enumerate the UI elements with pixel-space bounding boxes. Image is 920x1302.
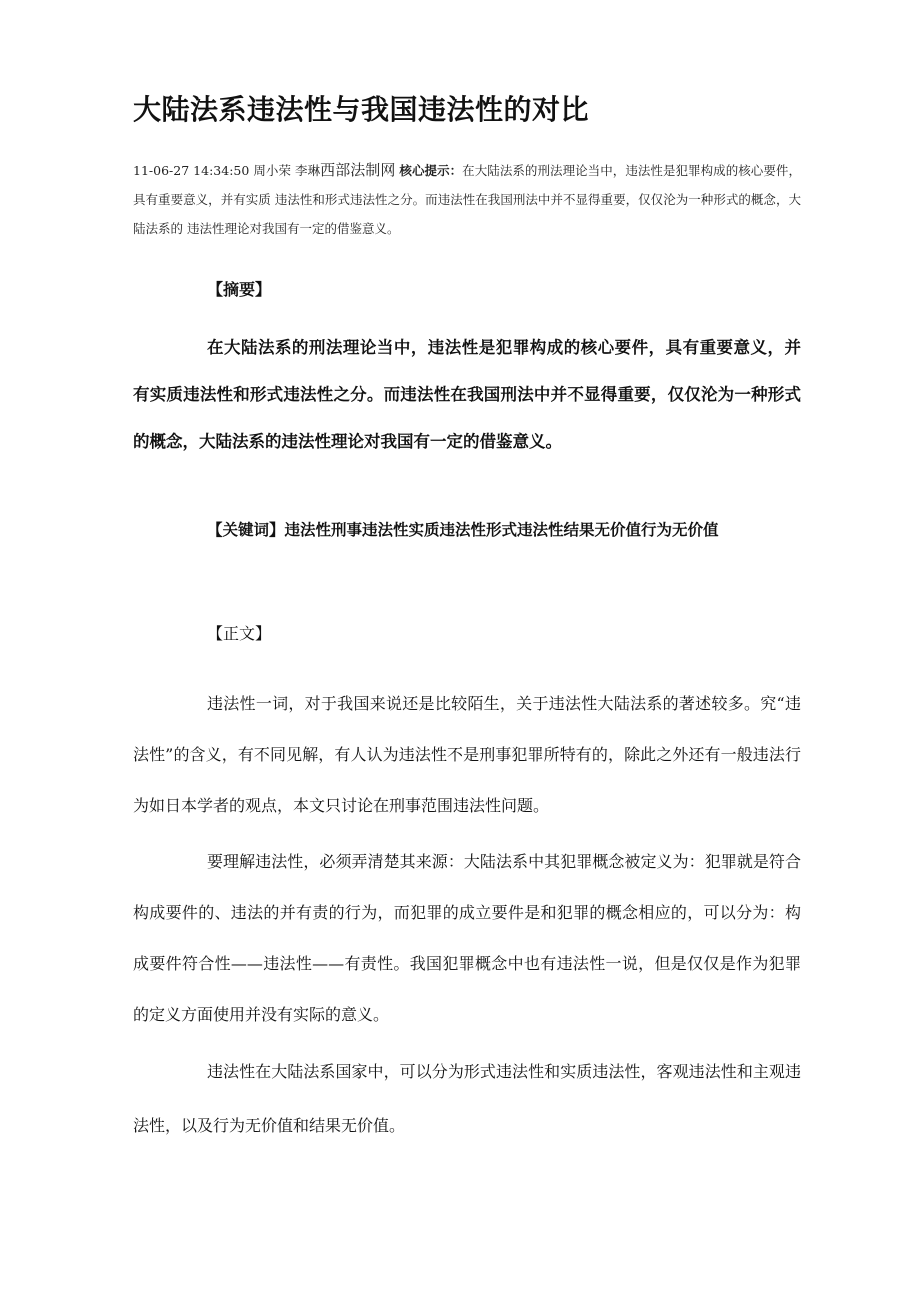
keywords-line: 【关键词】违法性刑事违法性实质违法性形式违法性结果无价值行为无价值 bbox=[207, 521, 719, 539]
body-heading: 【正文】 bbox=[207, 624, 272, 643]
article-datetime: 11-06-27 14:34:50 bbox=[133, 163, 250, 178]
article-author: 周小荣 李琳 bbox=[253, 163, 321, 178]
body-paragraph-1: 违法性一词，对于我国来说还是比较陌生，关于违法性大陆法系的著述较多。究“违法性”的含义，有不同见解，有人认为违法性不是刑事犯罪所特有的，除此之外还有一般违法行为如日本学者的观点，本文只讨论在刑事范围违法性问题。 bbox=[133, 694, 801, 815]
body-paragraph-2: 要理解违法性，必须弄清楚其来源：大陆法系中其犯罪概念被定义为：犯罪就是符合构成要件的、违法的并有责的行为，而犯罪的成立要件是和犯罪的概念相应的，可以分为：构成要件符合性——违法性——有责性。我国犯罪概念中也有违法性一说，但是仅仅是作为犯罪的定义方面使用并没有实际的意义。 bbox=[133, 852, 801, 1024]
article-meta bbox=[133, 156, 801, 243]
abstract-heading: 【摘要】 bbox=[207, 280, 272, 299]
body-paragraph-3: 违法性在大陆法系国家中，可以分为形式违法性和实质违法性，客观违法性和主观违法性，以及行为无价值和结果无价值。 bbox=[133, 1062, 801, 1135]
core-hint-label: 核心提示： bbox=[399, 163, 463, 178]
core-hint-text: 在大陆法系的刑法理论当中，违法性是犯罪构成的核心要件，具有重要意义，并有实质 违法性和形式违法性之分。而违法性在我国刑法中并不显得重要，仅仅沦为一种形式的概念，大陆法系的 违法性理论对我国有一定的借鉴意义。 bbox=[133, 163, 801, 236]
abstract-text: 在大陆法系的刑法理论当中，违法性是犯罪构成的核心要件，具有重要意义，并 有实质违法性和形式违法性之分。而违法性在我国刑法中并不显得重要，仅仅沦为一种形式 的概念，大陆法系的违法性理论对我国有一定的借鉴意义。 bbox=[133, 338, 824, 451]
article-title: 大陆法系违法性与我国违法性的对比 bbox=[133, 93, 590, 126]
article-source-site: 西部法制网 bbox=[320, 161, 396, 179]
